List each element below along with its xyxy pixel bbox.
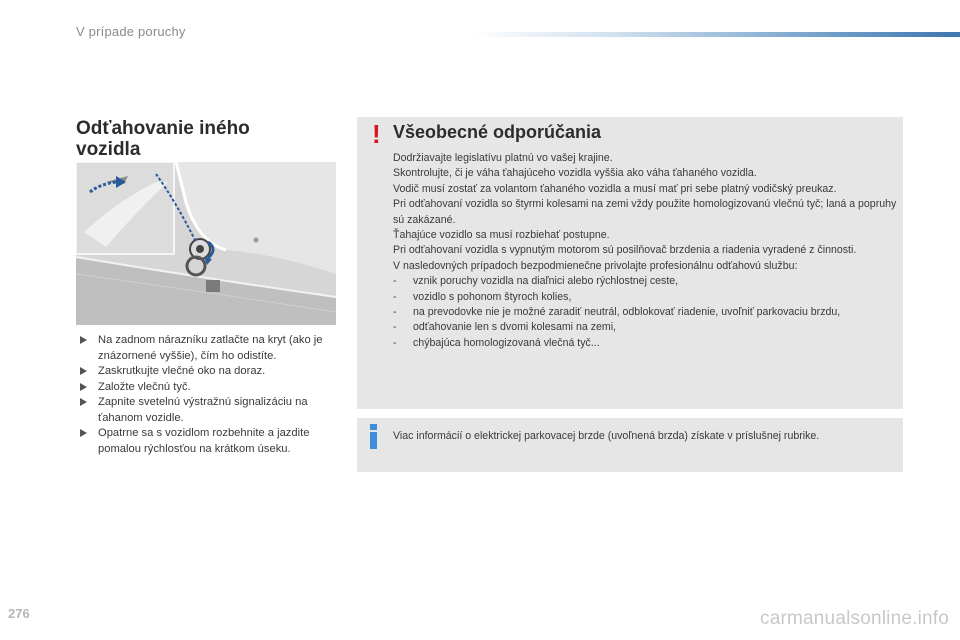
arrow-bullet-icon bbox=[80, 383, 87, 391]
step-text: Zapnite svetelnú výstražnú signalizáciu na ťahanom vozidle. bbox=[98, 396, 308, 424]
warning-list bbox=[393, 274, 898, 351]
dash-bullet: - bbox=[393, 306, 397, 319]
list-item-text: vozidlo s pohonom štyroch kolies, bbox=[413, 290, 572, 303]
info-box bbox=[357, 418, 903, 472]
warning-title: Všeobecné odporúčania bbox=[393, 122, 602, 142]
warning-paragraph: V nasledovných prípadoch bezpodmienečne privolajte profesionálnu odťahovú službu: bbox=[393, 259, 798, 272]
warning-paragraph: Vodič musí zostať za volantom ťahaného vozidla a musí mať pri sebe platný vodičský preukaz. bbox=[393, 182, 837, 195]
info-text: Viac informácií o elektrickej parkovacej brzde (uvoľnená brzda) získate v príslušnej rubrike. bbox=[393, 430, 820, 442]
dash-bullet: - bbox=[393, 336, 397, 349]
arrow-bullet-icon bbox=[80, 398, 87, 406]
warning-body bbox=[393, 151, 898, 351]
step-text: Zaskrutkujte vlečné oko na doraz. bbox=[98, 365, 266, 377]
arrow-bullet-icon bbox=[80, 429, 87, 437]
step-item bbox=[76, 426, 341, 457]
watermark: carmanualsonline.info bbox=[760, 608, 950, 629]
list-item bbox=[393, 290, 898, 305]
dash-bullet: - bbox=[393, 275, 397, 288]
section-title-line1: Odťahovanie iného bbox=[76, 118, 250, 139]
section-title bbox=[76, 118, 316, 160]
section-title-line2: vozidla bbox=[76, 139, 141, 160]
warning-paragraph: Pri odťahovaní vozidla so štyrmi kolesami na zemi vždy použite homologizovanú vlečnú tyč; laná a popruhy sú zakázané. bbox=[393, 198, 897, 226]
warning-paragraph: Skontrolujte, či je váha ťahajúceho vozidla vyššia ako váha ťahaného vozidla. bbox=[393, 167, 757, 180]
info-icon bbox=[369, 424, 378, 448]
header-accent-bar bbox=[470, 32, 960, 37]
list-item-text: chýbajúca homologizovaná vlečná tyč... bbox=[413, 336, 600, 349]
page-number: 276 bbox=[8, 606, 30, 621]
step-item bbox=[76, 333, 341, 364]
list-item-text: na prevodovke nie je možné zaradiť neutrál, odblokovať riadenie, uvoľniť parkovaciu brzdu, bbox=[413, 306, 841, 319]
chapter-title: V prípade poruchy bbox=[76, 24, 186, 39]
step-text: Založte vlečnú tyč. bbox=[98, 380, 191, 393]
list-item bbox=[393, 305, 898, 320]
warning-icon: ! bbox=[372, 119, 381, 149]
tow-eye-drawing bbox=[76, 162, 336, 325]
dash-bullet: - bbox=[393, 290, 397, 303]
step-text: Opatrne sa s vozidlom rozbehnite a jazdite pomalou rýchlosťou na krátkom úseku. bbox=[98, 427, 310, 455]
list-item-text: vznik poruchy vozidla na diaľnici alebo rýchlostnej ceste, bbox=[413, 275, 679, 288]
list-item bbox=[393, 320, 898, 335]
step-item bbox=[76, 380, 341, 396]
list-item bbox=[393, 336, 898, 351]
list-item-text: odťahovanie len s dvomi kolesami na zemi, bbox=[413, 321, 617, 334]
step-text: Na zadnom nárazníku zatlačte na kryt (ako je znázornené vyššie), čím ho odistíte. bbox=[98, 334, 323, 362]
step-item bbox=[76, 395, 341, 426]
list-item bbox=[393, 274, 898, 289]
dash-bullet: - bbox=[393, 321, 397, 334]
arrow-bullet-icon bbox=[80, 367, 87, 375]
warning-paragraph: Ťahajúce vozidlo sa musí rozbiehať postupne. bbox=[393, 229, 610, 242]
tow-eye-illustration bbox=[76, 162, 336, 325]
warning-paragraph: Pri odťahovaní vozidla s vypnutým motorom sú posilňovač brzdenia a riadenia vyradené z činnosti. bbox=[393, 244, 857, 257]
instruction-steps bbox=[76, 333, 341, 457]
warning-paragraph: Dodržiavajte legislatívu platnú vo vašej krajine. bbox=[393, 152, 613, 164]
arrow-bullet-icon bbox=[80, 336, 87, 344]
step-item bbox=[76, 364, 341, 380]
